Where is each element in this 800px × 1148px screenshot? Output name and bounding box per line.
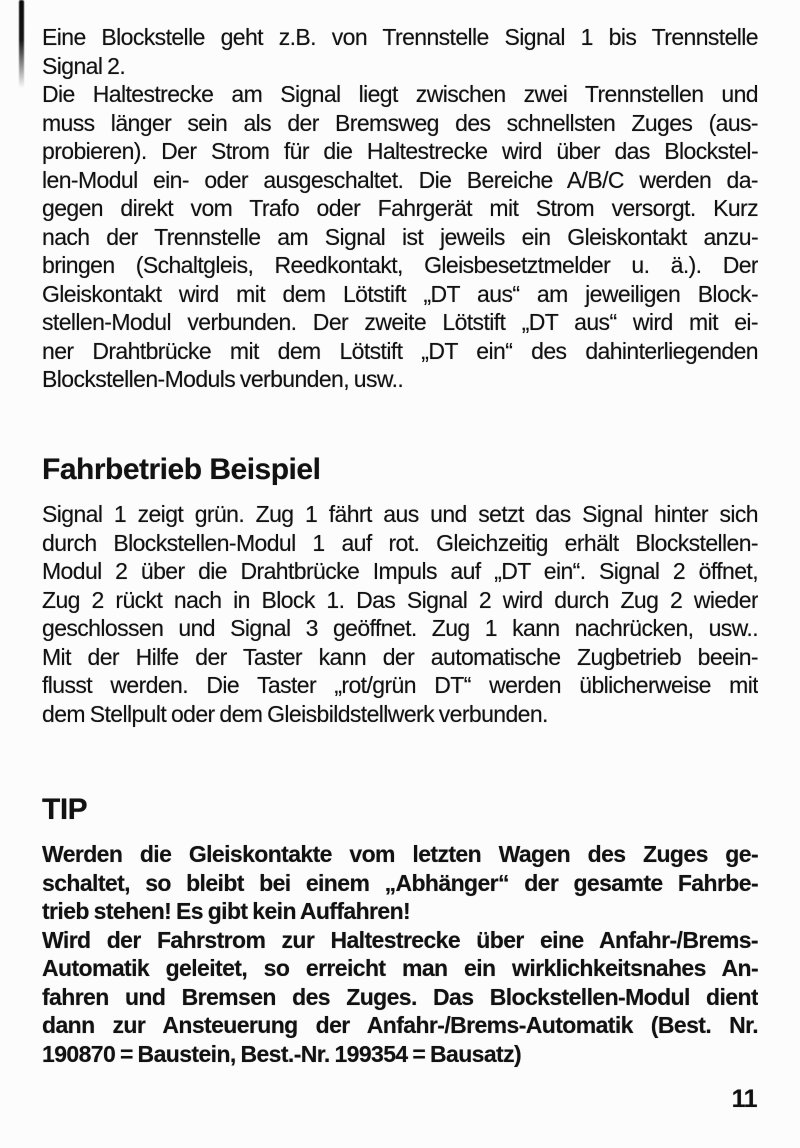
text-line: Blockstellen-Moduls verbunden, usw..	[42, 366, 404, 392]
fahrbetrieb-paragraph	[42, 500, 758, 728]
text-line: flusst werden. Die Taster „rot/grün DT“ werden üblicherweise mit	[42, 672, 758, 698]
text-line: Eine Blockstelle geht z.B. von Trennstelle Signal 1 bis Trennstelle	[42, 24, 758, 50]
text-line: Wird der Fahrstrom zur Haltestrecke über eine Anfahr-/Brems-	[42, 926, 758, 953]
text-line: bringen (Schaltgleis, Reedkontakt, Gleisbesetztmelder u. ä.). Der	[42, 252, 758, 278]
text-line: Signal 2.	[42, 52, 126, 79]
text-line: gegen direkt vom Trafo oder Fahrgerät mit Strom versorgt. Kurz	[42, 195, 758, 221]
text-line: muss länger sein als der Bremsweg des schnellsten Zuges (aus-	[42, 109, 758, 136]
text-line: trieb stehen! Es gibt kein Auffahren!	[42, 898, 411, 924]
text-line: Zug 2 rückt nach in Block 1. Das Signal 2 wird durch Zug 2 wieder	[42, 586, 758, 613]
section-heading-fahrbetrieb: Fahrbetrieb Beispiel	[42, 453, 321, 486]
text-line: Modul 2 über die Drahtbrücke Impuls auf „DT ein“. Signal 2 öffnet,	[42, 558, 758, 584]
intro-paragraph	[42, 23, 758, 394]
text-line: durch Blockstellen-Modul 1 auf rot. Gleichzeitig erhält Blockstellen-	[42, 529, 758, 556]
text-line: Die Haltestrecke am Signal liegt zwischen zwei Trennstellen und	[42, 81, 758, 107]
text-line: len-Modul ein- oder ausgeschaltet. Die Bereiche A/B/C werden da-	[42, 166, 758, 193]
text-line: Gleiskontakt wird mit dem Lötstift „DT aus“ am jeweiligen Block-	[42, 280, 758, 307]
text-line: Signal 1 zeigt grün. Zug 1 fährt aus und setzt das Signal hinter sich	[42, 501, 758, 527]
text-line: dem Stellpult oder dem Gleisbildstellwerk verbunden.	[42, 700, 548, 727]
text-line: stellen-Modul verbunden. Der zweite Lötstift „DT aus“ wird mit ei-	[42, 309, 758, 335]
tip-paragraph	[42, 840, 758, 1068]
text-line: Werden die Gleiskontakte vom letzten Wagen des Zuges ge-	[42, 841, 758, 867]
text-line: schaltet, so bleibt bei einem „Abhänger“ der gesamte Fahrbe-	[42, 869, 758, 896]
section-heading-tip: TIP	[42, 793, 88, 826]
text-line: Automatik geleitet, so erreicht man ein wirklichkeitsnahes An-	[42, 955, 758, 981]
text-line: geschlossen und Signal 3 geöffnet. Zug 1 kann nachrücken, usw..	[42, 615, 758, 641]
text-line: nach der Trennstelle am Signal ist jeweils ein Gleiskontakt anzu-	[42, 223, 758, 250]
text-line: 190870 = Baustein, Best.-Nr. 199354 = Bausatz)	[42, 1040, 522, 1067]
text-line: fahren und Bremsen des Zuges. Das Blockstellen-Modul dient	[42, 983, 758, 1010]
scan-artifact-mark	[19, 0, 24, 88]
text-line: dann zur Ansteuerung der Anfahr-/Brems-Automatik (Best. Nr.	[42, 1012, 758, 1038]
text-line: Mit der Hilfe der Taster kann der automatische Zugbetrieb beein-	[42, 643, 758, 670]
text-line: probieren). Der Strom für die Haltestrecke wird über das Blockstel-	[42, 138, 758, 164]
page-number: 11	[731, 1085, 757, 1113]
text-line: ner Drahtbrücke mit dem Lötstift „DT ein“ des dahinterliegenden	[42, 337, 758, 364]
